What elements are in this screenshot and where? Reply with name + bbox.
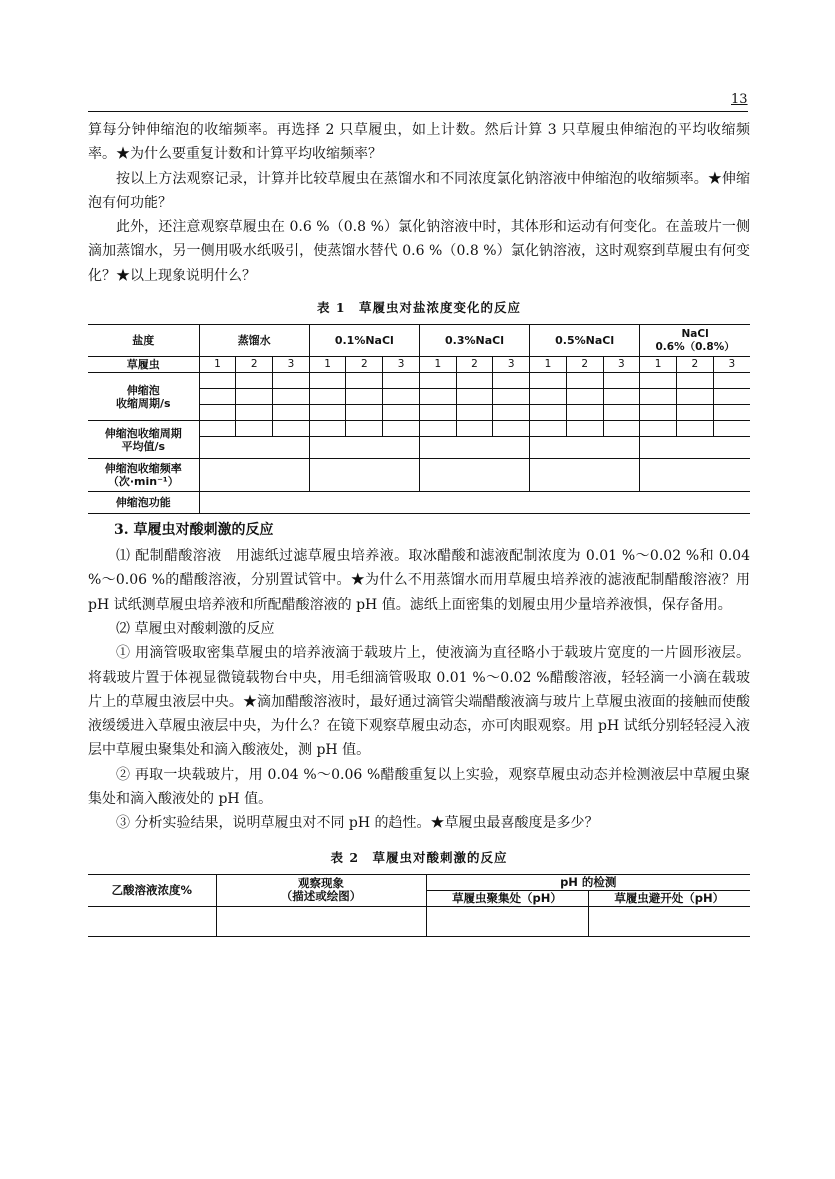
cell-number: 2 bbox=[566, 357, 603, 373]
paragraph: ③ 分析实验结果，说明草履虫对不同 pH 的趋性。★草履虫最喜酸度是多少？ bbox=[116, 815, 599, 832]
paragraph-continued: 算每分钟伸缩泡的收缩频率。再选择 2 只草履虫，如上计数。然后计算 3 只草履虫伸缩泡的平均收缩频率。★为什么要重复计数和计算平均收缩频率？ bbox=[88, 122, 750, 163]
cell-number: 3 bbox=[603, 357, 640, 373]
cell-number: 1 bbox=[640, 357, 677, 373]
table2-caption: 表 2 草履虫对酸刺激的反应 bbox=[330, 849, 508, 865]
paragraph: 按以上方法观察记录，计算并比较草履虫在蒸馏水和不同浓度氯化钠溶液中伸缩泡的收缩频率。★伸缩泡有何功能？ bbox=[88, 170, 750, 211]
group-header: 蒸馏水 bbox=[199, 325, 309, 357]
group-header: 0.1%NaCl bbox=[309, 325, 419, 357]
col-header-concentration: 乙酸溶液浓度% bbox=[88, 874, 216, 906]
paragraph: ① 用滴管吸取密集草履虫的培养液滴于载玻片上，使液滴为直径略小于载玻片宽度的一片圆形液层。将载玻片置于体视显微镜载物台中央，用毛细滴管吸取 0.01 %～0.02 %醋酸溶液，轻轻滴一小滴在载玻片上的草履虫液层中央。★滴加醋酸溶液时，最好通过滴管尖端醋酸液滴与玻片上草履虫液面的接触而使酸液缓缓进入草履虫液层中央，为什么？在镜下观察草履虫动态，亦可肉眼观察。用 pH 试纸分别轻轻浸入液层中草履虫聚集处和滴入酸液处，测 pH 值。 bbox=[88, 645, 750, 759]
col-header-ph: pH 的检测 bbox=[426, 874, 750, 890]
cell-number: 2 bbox=[456, 357, 493, 373]
paragraph: 此外，还注意观察草履虫在 0.6 %（0.8 %）氯化钠溶液中时，其体形和运动有何变化。在盖玻片一侧滴加蒸馏水，另一侧用吸水纸吸引，使蒸馏水替代 0.6 %（0.8 %）氯化钠溶液，这时观察到草履虫有何变化？★以上现象说明什么？ bbox=[88, 219, 750, 284]
cell-number: 1 bbox=[419, 357, 456, 373]
paragraph: ② 再取一块载玻片，用 0.04 %～0.06 %醋酸重复以上实验，观察草履虫动态并检测液层中草履虫聚集处和滴入酸液处的 pH 值。 bbox=[88, 766, 750, 808]
cell-number: 3 bbox=[493, 357, 530, 373]
col-header-observation bbox=[216, 874, 426, 906]
col-header: 盐度 bbox=[88, 325, 199, 357]
row-header-line: （次·min⁻¹） bbox=[107, 475, 179, 489]
cell-number: 1 bbox=[199, 357, 236, 373]
cell-number: 1 bbox=[309, 357, 346, 373]
col-header-gather: 草履虫聚集处（pH） bbox=[426, 890, 588, 906]
table1-caption: 表 1 草履虫对盐浓度变化的反应 bbox=[316, 300, 522, 316]
cell-number: 3 bbox=[713, 357, 750, 373]
row-header-line: 平均值/s bbox=[121, 439, 166, 453]
salt-response-table bbox=[88, 324, 750, 514]
row-header-average bbox=[88, 421, 199, 459]
row-header-cycle bbox=[88, 373, 199, 421]
page-content bbox=[88, 118, 750, 937]
page-number: 13 bbox=[731, 92, 748, 107]
cell-number: 3 bbox=[273, 357, 310, 373]
row-header-line: 伸缩泡 bbox=[126, 383, 160, 397]
cell-number: 3 bbox=[383, 357, 420, 373]
cell-number: 2 bbox=[236, 357, 273, 373]
cell-number: 2 bbox=[676, 357, 713, 373]
row-header-line: 伸缩泡收缩周期 bbox=[104, 426, 182, 440]
row-header-line: 伸缩泡收缩频率 bbox=[104, 462, 182, 476]
header-line: （描述或绘图） bbox=[280, 889, 362, 904]
col-header-avoid: 草履虫避开处（pH） bbox=[588, 890, 750, 906]
row-header-frequency bbox=[88, 459, 199, 492]
section-heading: 3. 草履虫对酸刺激的反应 bbox=[114, 522, 274, 539]
paragraph: ⑵ 草履虫对酸刺激的反应 bbox=[116, 620, 275, 637]
header-rule bbox=[88, 111, 748, 112]
acid-response-table bbox=[88, 874, 750, 937]
group-header: NaCl 0.6%（0.8%） bbox=[640, 325, 750, 357]
group-header: 0.3%NaCl bbox=[419, 325, 529, 357]
cell-number: 2 bbox=[346, 357, 383, 373]
row-header-line: 收缩周期/s bbox=[116, 396, 171, 410]
paragraph: ⑴ 配制醋酸溶液 用滤纸过滤草履虫培养液。取冰醋酸和滤液配制浓度为 0.01 %～0.02 %和 0.04 %～0.06 %的醋酸溶液，分别置试管中。★为什么不用蒸馏水而用草履虫培养液的滤液配制醋酸溶液？用 pH 试纸测草履虫培养液和所配醋酸溶液的 pH 值。滤纸上面密集的划履虫用少量培养液惧，保存备用。 bbox=[88, 548, 750, 613]
cell-number: 1 bbox=[530, 357, 567, 373]
header-line: 观察现象 bbox=[298, 876, 344, 891]
row-header: 草履虫 bbox=[88, 357, 199, 373]
row-header-function: 伸缩泡功能 bbox=[88, 492, 199, 514]
group-header: 0.5%NaCl bbox=[530, 325, 640, 357]
